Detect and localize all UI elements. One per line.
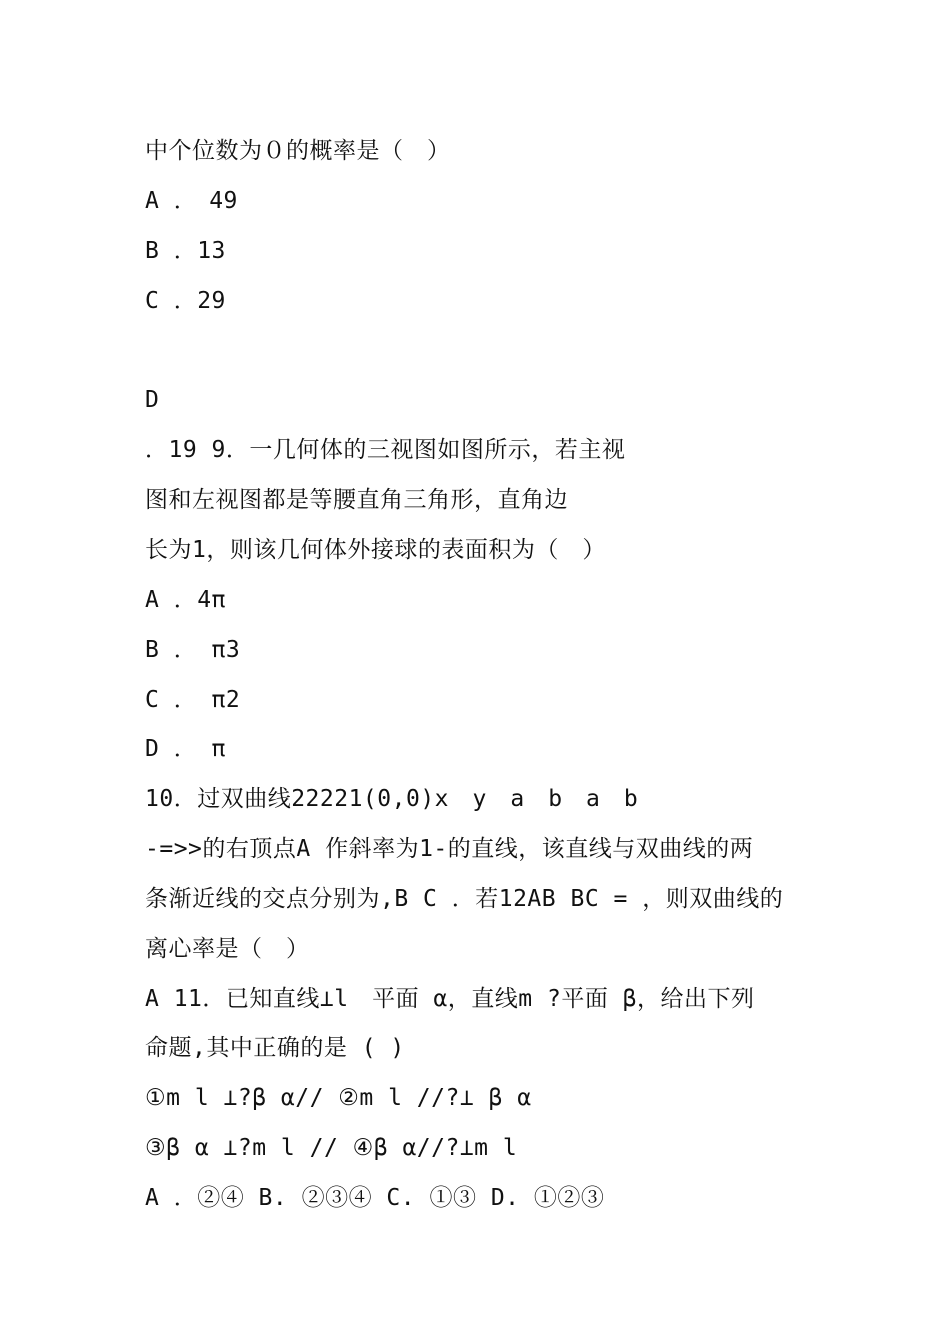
question-8-continuation: 中个位数为０的概率是（ ） (145, 138, 451, 164)
question-9-line-2: 图和左视图都是等腰直角三角形，直角边 (145, 487, 568, 513)
option-b: B ．13 (145, 238, 226, 264)
answer-options: A ．②④ B. ②③④ C. ①③ D. ①②③ (145, 1185, 605, 1211)
question-10-line-2: -=>>的右顶点A 作斜率为1-的直线，该直线与双曲线的两 (145, 836, 754, 862)
question-11-line-1: A 11．已知直线⊥l 平面 α，直线m ?平面 β，给出下列 (145, 986, 755, 1012)
question-9-line-1: ．19 9．一几何体的三视图如图所示，若主视 (145, 437, 626, 463)
option-c: C ．29 (145, 288, 226, 314)
question-9-line-3: 长为1，则该几何体外接球的表面积为（ ） (145, 537, 606, 563)
option-d-label: D (145, 387, 160, 413)
option-a: A ．4π (145, 587, 226, 613)
question-10-line-4: 离心率是（ ） (145, 936, 310, 962)
option-a: A ． 49 (145, 188, 238, 214)
proposition-line-2: ③β α ⊥?m l // ④β α//?⊥m l (145, 1135, 518, 1161)
proposition-line-1: ①m l ⊥?β α// ②m l //?⊥ β α (145, 1085, 532, 1111)
option-b: B ． π3 (145, 637, 241, 663)
option-d: D ． π (145, 736, 226, 762)
option-c: C ． π2 (145, 687, 241, 713)
question-10-line-3: 条渐近线的交点分别为,B C ．若12AB BC = ，则双曲线的 (145, 886, 784, 912)
question-11-line-2: 命题,其中正确的是 ( ) (145, 1035, 405, 1061)
question-10-line-1: 10．过双曲线22221(0,0)x y a b a b (145, 786, 639, 812)
